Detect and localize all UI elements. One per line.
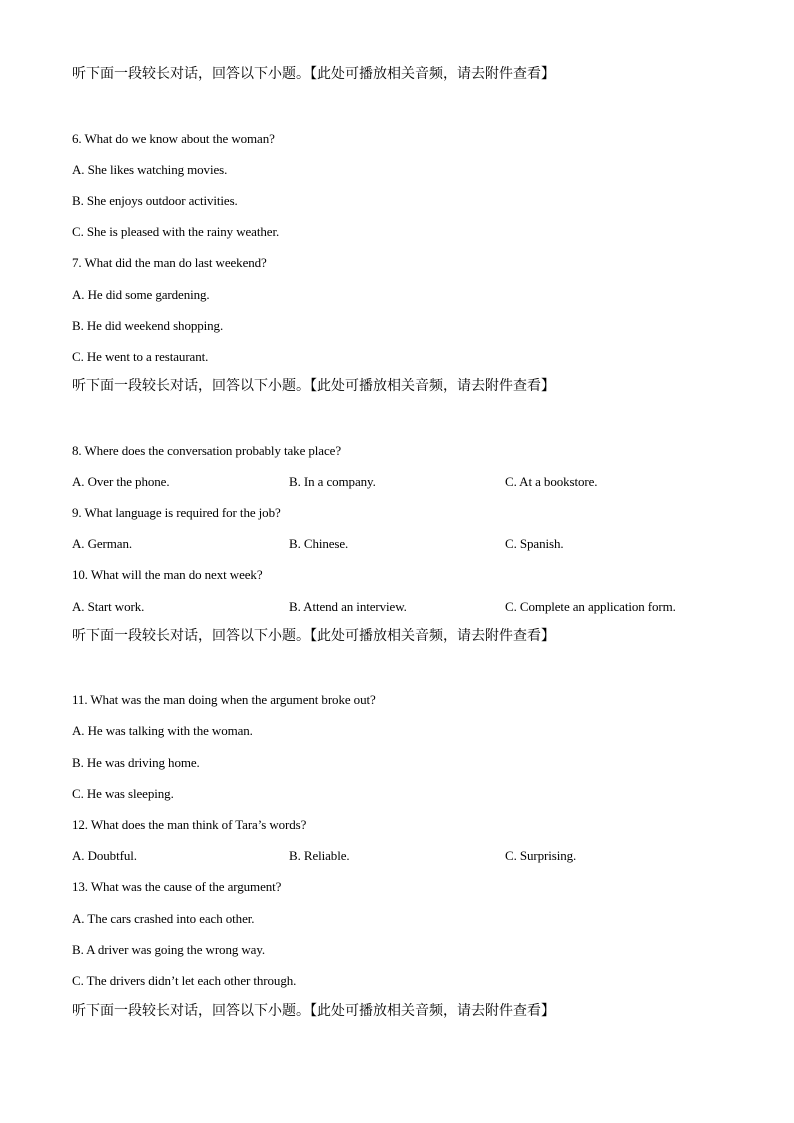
listening-instruction: 听下面一段较长对话，回答以下小题。【此处可播放相关音频，请去附件查看】 xyxy=(72,379,555,394)
option-6b: B. She enjoys outdoor activities. xyxy=(72,193,238,208)
option-8a: A. Over the phone. xyxy=(72,474,170,489)
option-9c: C. Spanish. xyxy=(505,536,564,551)
option-12c: C. Surprising. xyxy=(505,848,577,863)
question-10: 10. What will the man do next week? xyxy=(72,567,263,582)
option-11a: A. He was talking with the woman. xyxy=(72,723,253,738)
question-9: 9. What language is required for the job? xyxy=(72,505,281,520)
question-7: 7. What did the man do last weekend? xyxy=(72,255,267,270)
option-8b: B. In a company. xyxy=(289,474,376,489)
option-11b: B. He was driving home. xyxy=(72,755,200,770)
question-12: 12. What does the man think of Tara’s words? xyxy=(72,817,307,832)
question-6: 6. What do we know about the woman? xyxy=(72,131,275,146)
option-7b: B. He did weekend shopping. xyxy=(72,318,224,333)
option-11c: C. He was sleeping. xyxy=(72,786,174,801)
option-6c: C. She is pleased with the rainy weather. xyxy=(72,224,280,239)
question-8: 8. Where does the conversation probably take place? xyxy=(72,443,341,458)
option-7c: C. He went to a restaurant. xyxy=(72,349,209,364)
option-10c: C. Complete an application form. xyxy=(505,599,676,614)
listening-instruction: 听下面一段较长对话，回答以下小题。【此处可播放相关音频，请去附件查看】 xyxy=(72,67,555,82)
question-13: 13. What was the cause of the argument? xyxy=(72,879,282,894)
listening-instruction: 听下面一段较长对话，回答以下小题。【此处可播放相关音频，请去附件查看】 xyxy=(72,629,555,644)
option-8c: C. At a bookstore. xyxy=(505,474,598,489)
option-9a: A. German. xyxy=(72,536,133,551)
option-7a: A. He did some gardening. xyxy=(72,287,210,302)
option-6a: A. She likes watching movies. xyxy=(72,162,228,177)
option-13a: A. The cars crashed into each other. xyxy=(72,911,255,926)
option-9b: B. Chinese. xyxy=(289,536,349,551)
listening-instruction: 听下面一段较长对话，回答以下小题。【此处可播放相关音频，请去附件查看】 xyxy=(72,1004,555,1019)
question-11: 11. What was the man doing when the argument broke out? xyxy=(72,692,376,707)
option-13c: C. The drivers didn’t let each other through. xyxy=(72,973,297,988)
option-12a: A. Doubtful. xyxy=(72,848,137,863)
option-10a: A. Start work. xyxy=(72,599,145,614)
option-13b: B. A driver was going the wrong way. xyxy=(72,942,266,957)
option-12b: B. Reliable. xyxy=(289,848,350,863)
option-10b: B. Attend an interview. xyxy=(289,599,407,614)
